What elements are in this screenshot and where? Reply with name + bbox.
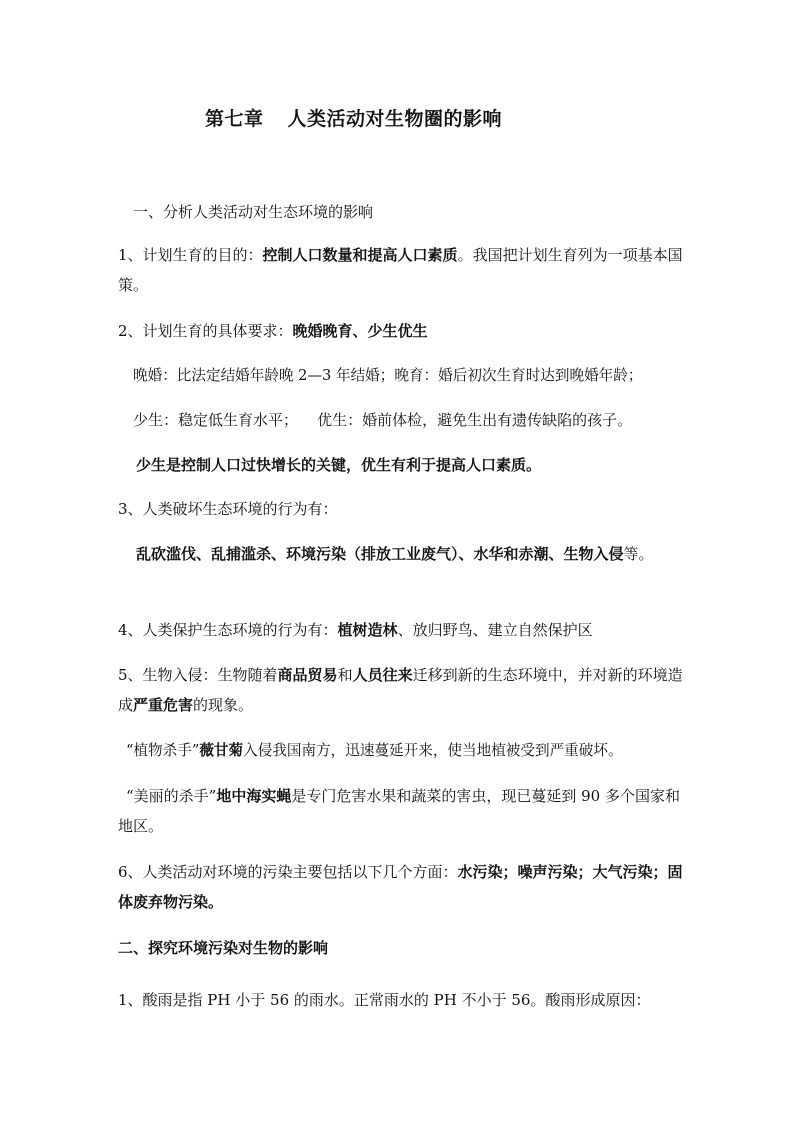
example-2-bold: 地中海实蝇 [216,787,292,805]
example-2-text: 是专门危害水果和蔬菜的害虫，现已蔓延到 90 多个国家和地区。 [118,787,680,835]
paragraph-5-example-2 [118,781,683,841]
paragraph-6-prefix: 6、人类活动对环境的污染主要包括以下几个方面： [118,863,458,881]
paragraph-5-text-2: 和 [337,666,353,684]
chapter-number: 第七章 [205,108,264,130]
paragraph-5 [118,660,683,720]
paragraph-7: 1、酸雨是指 PH 小于 56 的雨水。正常雨水的 PH 不小于 56。酸雨形成原因： [118,991,651,1009]
example-1-bold: 薇甘菊 [199,742,244,759]
example-2-quote: “美丽的杀手” [126,787,217,805]
paragraph-4-bold: 植树造林 [337,621,398,639]
paragraph-1-bold: 控制人口数量和提高人口素质 [262,246,458,264]
paragraph-5-bold-1: 商品贸易 [277,666,338,684]
section-heading-2: 二、探究环境污染对生物的影响 [118,939,329,957]
paragraph-1 [118,240,683,300]
paragraph-2-late-marriage: 晚婚：比法定结婚年龄晚 2—3 年结婚；晚育：婚后初次生育时达到晚婚年龄； [133,367,643,384]
paragraph-3-suffix: 等。 [623,545,654,563]
example-1-text: 入侵我国南方，迅速蔓延开来，使当地植被受到严重破坏。 [243,742,623,759]
paragraph-3-bold: 乱砍滥伐、乱捕滥杀、环境污染（排放工业废气）、水华和赤潮、生物入侵 [136,545,624,563]
paragraph-5-bold-3: 严重危害 [133,696,194,714]
paragraph-2 [118,316,678,346]
paragraph-2-conclusion: 少生是控制人口过快增长的关键，优生有利于提高人口素质。 [136,456,542,474]
paragraph-6 [118,857,683,917]
paragraph-6-bold: 水污染；噪声污染；大气污染；固体废弃物污染。 [118,863,683,911]
section-heading-1: 一、分析人类活动对生态环境的影响 [133,203,374,221]
paragraph-1-suffix: 。我国把计划生育列为一项基本国策。 [118,246,683,294]
paragraph-5-bold-2: 人员往来 [352,666,413,684]
paragraph-4-suffix: 、放归野鸟、建立自然保护区 [397,621,593,639]
paragraph-2-bold: 晚婚晚育、少生优生 [292,322,428,340]
chapter-title [205,104,502,131]
paragraph-5-text-3: 迁移到新的生态环境中，并对新的环境造成 [118,666,683,714]
paragraph-3-list [118,539,683,569]
example-1-quote: “植物杀手” [126,742,200,759]
paragraph-2-fewer-births: 少生：稳定低生育水平； 优生：婚前体检，避免生出有遗传缺陷的孩子。 [133,411,633,429]
paragraph-1-prefix: 1、计划生育的目的： [118,246,263,264]
paragraph-4 [118,615,678,645]
paragraph-5-text-4: 的现象。 [193,696,254,714]
chapter-name: 人类活动对生物圈的影响 [287,108,503,130]
paragraph-3: 3、人类破坏生态环境的行为有： [118,500,338,518]
paragraph-2-prefix: 2、计划生育的具体要求： [118,322,293,340]
paragraph-4-prefix: 4、人类保护生态环境的行为有： [118,621,338,639]
paragraph-5-example-1 [126,736,686,766]
paragraph-5-text-1: 5、生物入侵：生物随着 [118,666,278,684]
